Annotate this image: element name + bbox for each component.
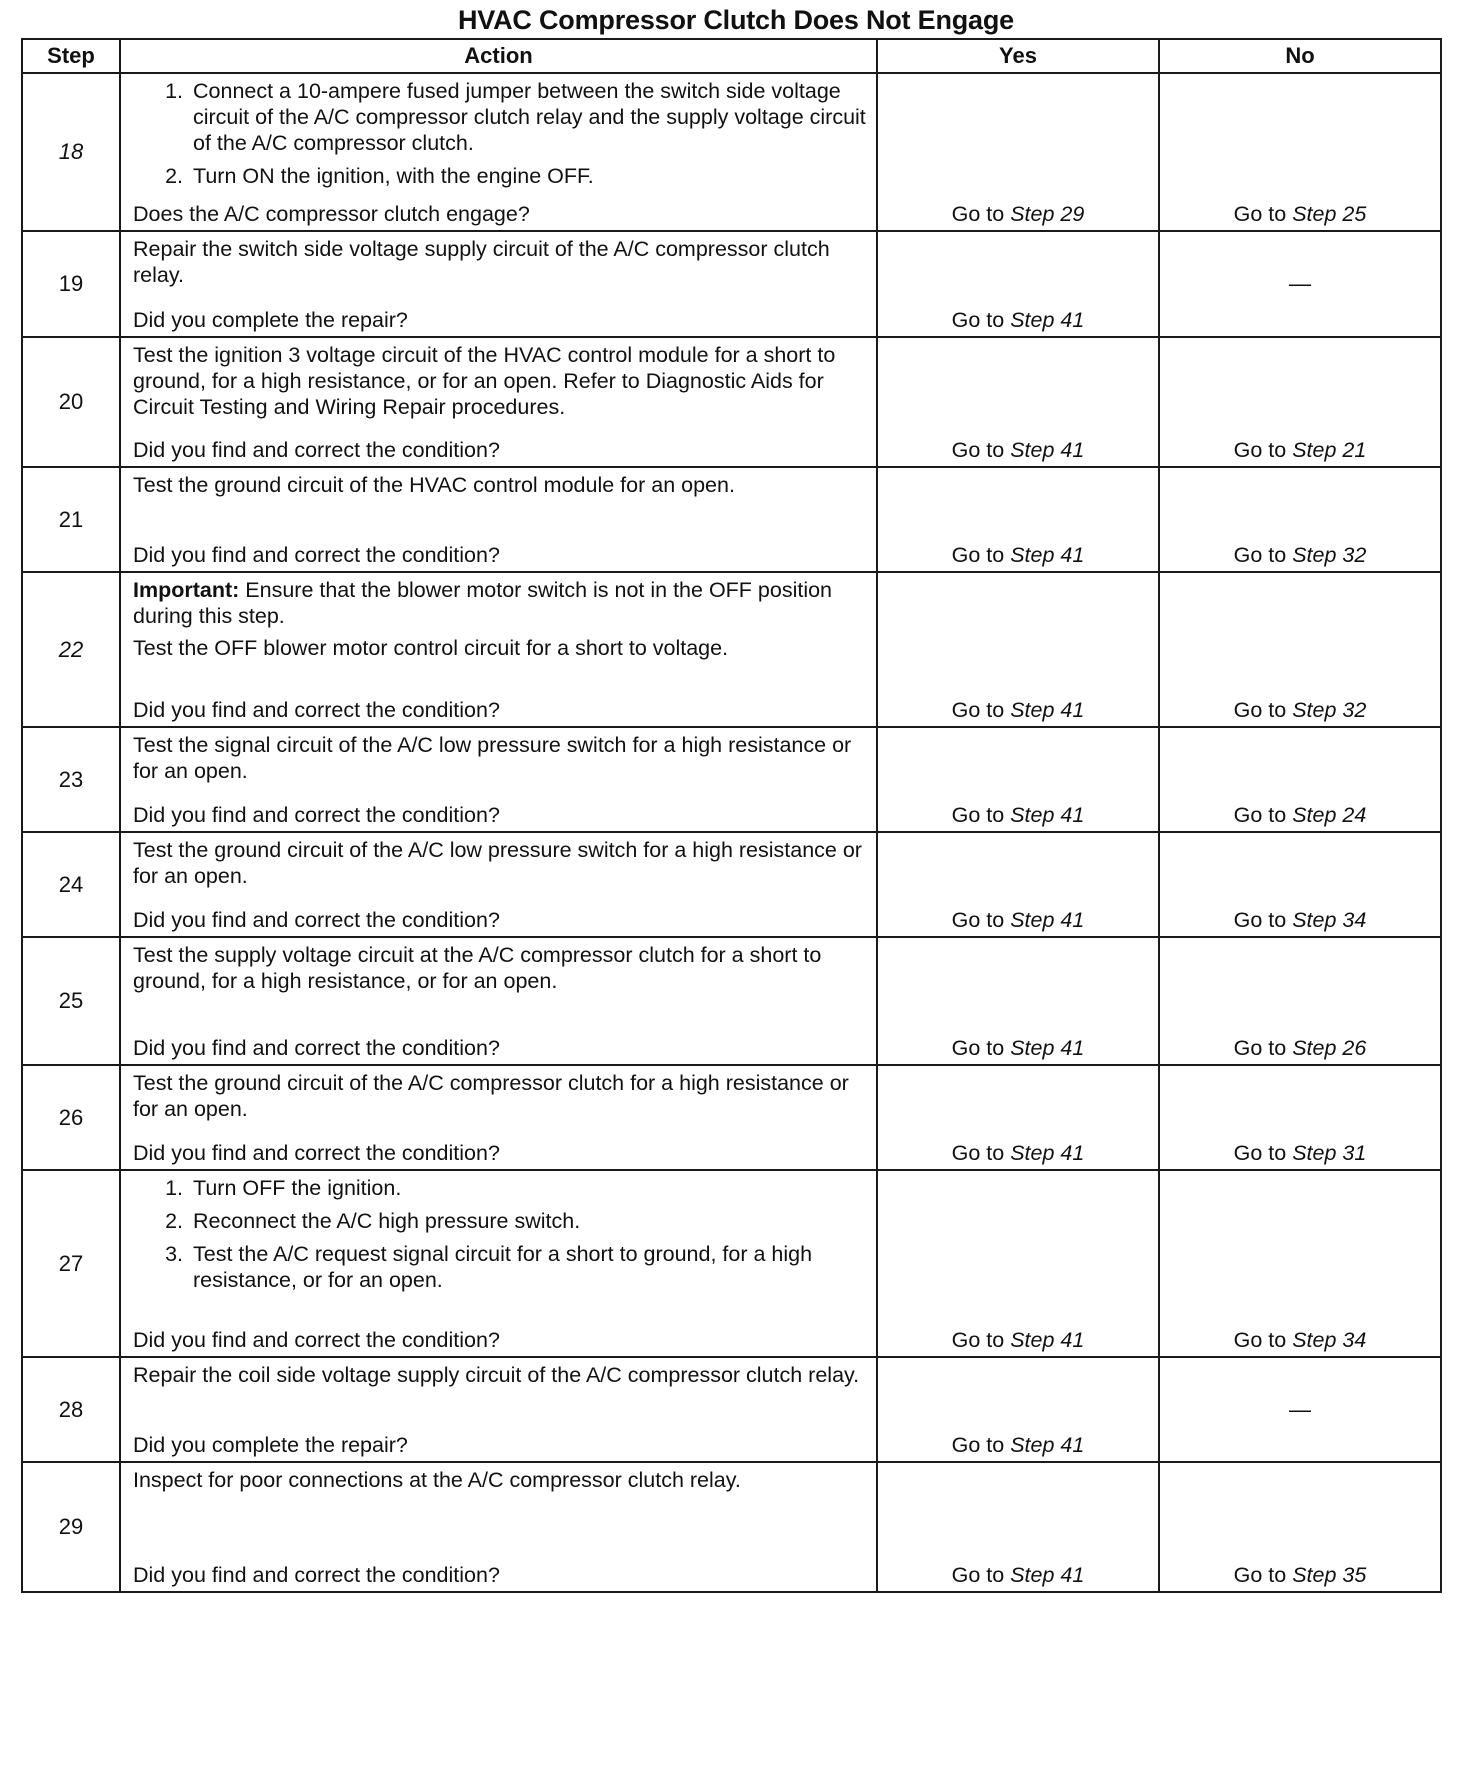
list-item: 1. Connect a 10-ampere fused jumper between the switch side voltage circuit of the A/C compressor clutch relay and the supply voltage circuit of the A/C compressor clutch.	[189, 78, 868, 156]
step-number: 23	[22, 727, 120, 832]
table-row	[22, 337, 1441, 467]
step-reference: Step 32	[1292, 698, 1367, 722]
yes-cell	[877, 467, 1159, 572]
no-cell	[1159, 572, 1441, 727]
step-reference: Step 41	[1010, 908, 1085, 932]
yes-goto[interactable]	[878, 802, 1158, 828]
table-row	[22, 1462, 1441, 1592]
important-note	[133, 577, 868, 629]
action-text: Test the ground circuit of the A/C low pressure switch for a high resistance or for an open.	[133, 838, 862, 888]
step-number: 20	[22, 337, 120, 467]
step-reference: Step 32	[1292, 543, 1367, 567]
action-text: Test the supply voltage circuit at the A/C compressor clutch for a short to ground, for a high resistance, or for an open.	[133, 943, 822, 993]
important-text: Ensure that the blower motor switch is not in the OFF position during this step.	[133, 578, 833, 628]
action-cell	[120, 1357, 877, 1462]
step-number: 26	[22, 1065, 120, 1170]
yes-cell	[877, 727, 1159, 832]
goto-prefix: Go to	[951, 1036, 1005, 1060]
step-reference: Step 41	[1010, 1036, 1085, 1060]
goto-prefix: Go to	[951, 698, 1005, 722]
table-row	[22, 1357, 1441, 1462]
no-goto[interactable]	[1160, 1327, 1440, 1353]
goto-prefix: Go to	[951, 1328, 1005, 1352]
yes-cell	[877, 1462, 1159, 1592]
table-row	[22, 572, 1441, 727]
question-text: Did you find and correct the condition?	[133, 438, 500, 462]
no-goto[interactable]	[1160, 1562, 1440, 1588]
yes-goto[interactable]	[878, 437, 1158, 463]
yes-cell	[877, 73, 1159, 231]
yes-cell	[877, 832, 1159, 937]
action-text: Test the ground circuit of the HVAC control module for an open.	[133, 473, 735, 497]
no-goto[interactable]	[1160, 542, 1440, 568]
no-action-dash: —	[1289, 271, 1311, 296]
action-column-header: Action	[120, 39, 877, 73]
step-reference: Step 34	[1292, 1328, 1367, 1352]
no-goto[interactable]	[1160, 802, 1440, 828]
step-number: 18	[22, 73, 120, 231]
no-goto[interactable]	[1160, 201, 1440, 227]
goto-prefix: Go to	[1233, 438, 1287, 462]
table-row	[22, 231, 1441, 337]
step-reference: Step 41	[1010, 1141, 1085, 1165]
yes-goto[interactable]	[878, 307, 1158, 333]
list-item: 2. Turn ON the ignition, with the engine OFF.	[189, 163, 868, 189]
list-item: 1. Turn OFF the ignition.	[189, 1175, 868, 1201]
action-cell	[120, 73, 877, 231]
no-action-dash: —	[1289, 1396, 1311, 1422]
step-number: 29	[22, 1462, 120, 1592]
goto-prefix: Go to	[951, 543, 1005, 567]
question-text: Did you find and correct the condition?	[133, 1563, 500, 1587]
goto-prefix: Go to	[951, 1433, 1005, 1457]
yes-cell	[877, 937, 1159, 1065]
list-item: 2. Reconnect the A/C high pressure switch.	[189, 1208, 868, 1234]
question-text: Did you find and correct the condition?	[133, 803, 500, 827]
no-cell	[1159, 1462, 1441, 1592]
table-row	[22, 467, 1441, 572]
yes-cell	[877, 1065, 1159, 1170]
step-number: 24	[22, 832, 120, 937]
diagnostic-table	[21, 38, 1442, 1593]
yes-goto[interactable]	[878, 1562, 1158, 1588]
step-number: 27	[22, 1170, 120, 1357]
step-number: 22	[22, 572, 120, 727]
yes-cell	[877, 231, 1159, 337]
step-number: 28	[22, 1357, 120, 1462]
no-cell	[1159, 73, 1441, 231]
step-reference: Step 34	[1292, 908, 1367, 932]
action-cell	[120, 937, 877, 1065]
table-row	[22, 727, 1441, 832]
no-cell	[1159, 1357, 1441, 1462]
action-list	[133, 78, 868, 189]
step-reference: Step 35	[1292, 1563, 1367, 1587]
action-cell	[120, 727, 877, 832]
step-reference: Step 41	[1010, 698, 1085, 722]
no-goto[interactable]	[1160, 1035, 1440, 1061]
step-reference: Step 41	[1010, 543, 1085, 567]
goto-prefix: Go to	[951, 308, 1005, 332]
yes-column-header: Yes	[877, 39, 1159, 73]
yes-goto[interactable]	[878, 1432, 1158, 1458]
action-cell	[120, 467, 877, 572]
step-reference: Step 41	[1010, 308, 1085, 332]
action-cell	[120, 231, 877, 337]
no-column-header: No	[1159, 39, 1441, 73]
page-title: HVAC Compressor Clutch Does Not Engage	[458, 5, 1014, 35]
goto-prefix: Go to	[951, 803, 1005, 827]
question-text: Did you find and correct the condition?	[133, 1141, 500, 1165]
question-text: Did you complete the repair?	[133, 308, 408, 332]
action-text: Repair the coil side voltage supply circuit of the A/C compressor clutch relay.	[133, 1363, 860, 1387]
question-text: Did you find and correct the condition?	[133, 1036, 500, 1060]
goto-prefix: Go to	[1233, 698, 1287, 722]
yes-goto[interactable]	[878, 1327, 1158, 1353]
goto-prefix: Go to	[951, 1141, 1005, 1165]
step-reference: Step 41	[1010, 438, 1085, 462]
yes-goto[interactable]	[878, 1140, 1158, 1166]
step-number: 25	[22, 937, 120, 1065]
no-cell	[1159, 1065, 1441, 1170]
step-reference: Step 41	[1010, 1563, 1085, 1587]
goto-prefix: Go to	[1233, 1141, 1287, 1165]
step-reference: Step 29	[1010, 202, 1085, 226]
action-text: Test the ground circuit of the A/C compressor clutch for a high resistance or for an open.	[133, 1071, 849, 1121]
table-row	[22, 832, 1441, 937]
no-cell	[1159, 231, 1441, 337]
no-cell	[1159, 337, 1441, 467]
goto-prefix: Go to	[1233, 543, 1287, 567]
no-cell	[1159, 727, 1441, 832]
goto-prefix: Go to	[951, 202, 1005, 226]
step-number: 21	[22, 467, 120, 572]
action-text: Test the signal circuit of the A/C low pressure switch for a high resistance or for an open.	[133, 733, 852, 783]
yes-goto[interactable]	[878, 907, 1158, 933]
header-row	[22, 39, 1441, 73]
step-reference: Step 31	[1292, 1141, 1367, 1165]
no-goto[interactable]	[1160, 1140, 1440, 1166]
goto-prefix: Go to	[1233, 1328, 1287, 1352]
goto-prefix: Go to	[1233, 1036, 1287, 1060]
question-text: Did you complete the repair?	[133, 1433, 408, 1457]
yes-cell	[877, 1357, 1159, 1462]
action-text: Test the ignition 3 voltage circuit of the HVAC control module for a short to ground, for a high resistance, or for an open. Refer to Diagnostic Aids for Circuit Testing and Wiring Repair procedures.	[133, 343, 836, 419]
no-goto[interactable]	[1160, 437, 1440, 463]
action-text: Inspect for poor connections at the A/C compressor clutch relay.	[133, 1468, 741, 1492]
yes-goto[interactable]	[878, 201, 1158, 227]
yes-goto[interactable]	[878, 697, 1158, 723]
action-cell	[120, 337, 877, 467]
important-label: Important:	[133, 578, 240, 602]
no-cell	[1159, 1170, 1441, 1357]
goto-prefix: Go to	[1233, 202, 1287, 226]
step-reference: Step 26	[1292, 1036, 1367, 1060]
step-reference: Step 41	[1010, 1433, 1085, 1457]
question-text: Did you find and correct the condition?	[133, 543, 500, 567]
yes-cell	[877, 572, 1159, 727]
no-cell	[1159, 832, 1441, 937]
question-text: Did you find and correct the condition?	[133, 908, 500, 932]
goto-prefix: Go to	[951, 1563, 1005, 1587]
goto-prefix: Go to	[951, 908, 1005, 932]
action-cell	[120, 832, 877, 937]
table-row	[22, 937, 1441, 1065]
step-reference: Step 21	[1292, 438, 1367, 462]
step-number: 19	[22, 231, 120, 337]
step-reference: Step 24	[1292, 803, 1367, 827]
action-cell	[120, 1170, 877, 1357]
question-text: Did you find and correct the condition?	[133, 1328, 500, 1352]
yes-goto[interactable]	[878, 1035, 1158, 1061]
step-column-header: Step	[22, 39, 120, 73]
step-reference: Step 41	[1010, 1328, 1085, 1352]
goto-prefix: Go to	[1233, 803, 1287, 827]
no-goto[interactable]	[1160, 697, 1440, 723]
action-cell	[120, 1462, 877, 1592]
no-cell	[1159, 467, 1441, 572]
step-reference: Step 41	[1010, 803, 1085, 827]
yes-goto[interactable]	[878, 542, 1158, 568]
action-cell	[120, 1065, 877, 1170]
question-text: Does the A/C compressor clutch engage?	[133, 202, 530, 226]
table-row	[22, 1170, 1441, 1357]
table-row	[22, 73, 1441, 231]
goto-prefix: Go to	[1233, 1563, 1287, 1587]
no-cell	[1159, 937, 1441, 1065]
question-text: Did you find and correct the condition?	[133, 698, 500, 722]
action-text: Repair the switch side voltage supply circuit of the A/C compressor clutch relay.	[133, 237, 830, 287]
no-goto[interactable]	[1160, 907, 1440, 933]
yes-cell	[877, 1170, 1159, 1357]
action-list	[133, 1175, 868, 1293]
step-reference: Step 25	[1292, 202, 1367, 226]
action-cell	[120, 572, 877, 727]
yes-cell	[877, 337, 1159, 467]
goto-prefix: Go to	[1233, 908, 1287, 932]
list-item: 3. Test the A/C request signal circuit for a short to ground, for a high resistance, or for an open.	[189, 1241, 868, 1293]
goto-prefix: Go to	[951, 438, 1005, 462]
table-row	[22, 1065, 1441, 1170]
action-text: Test the OFF blower motor control circuit for a short to voltage.	[133, 636, 729, 660]
